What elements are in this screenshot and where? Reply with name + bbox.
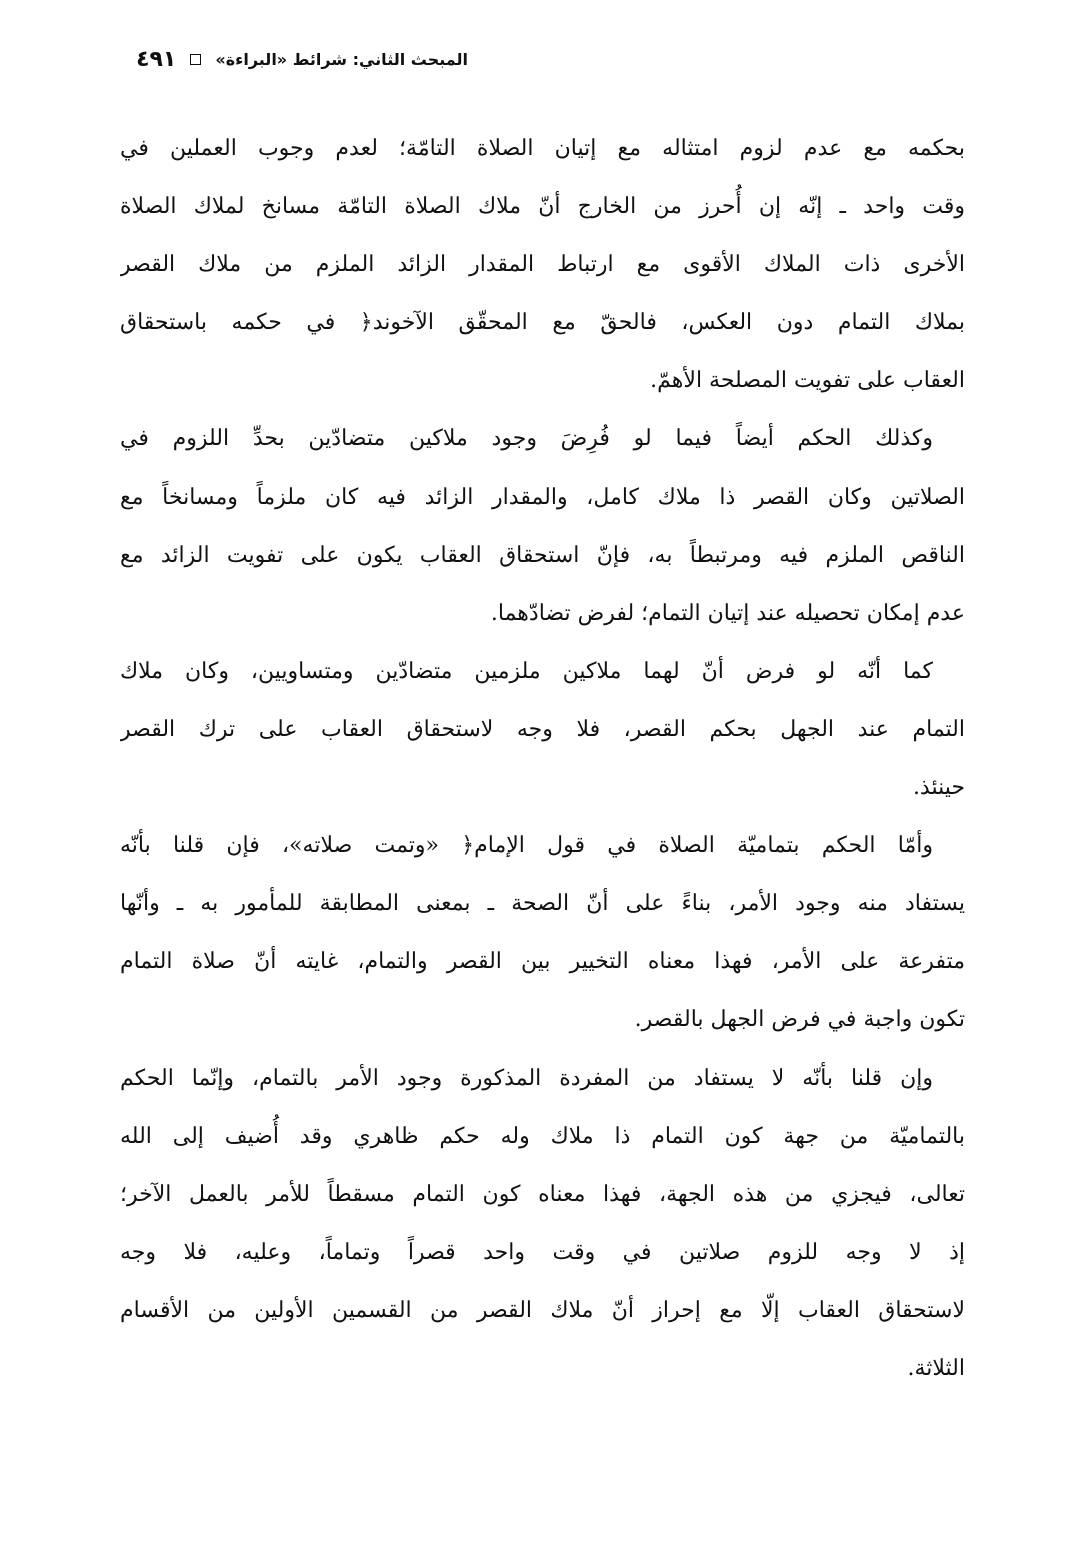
header-separator-box bbox=[190, 54, 201, 65]
text-line: الثلاثة. bbox=[907, 1355, 965, 1381]
text-line: الناقص الملزم فيه ومرتبطاً به، فإنّ استحقاق العقاب يكون على تفويت الزائد مع bbox=[120, 542, 965, 568]
text-line: متفرعة على الأمر، فهذا معناه التخيير بين القصر والتمام، غايته أنّ صلاة التمام bbox=[120, 949, 965, 975]
paragraph-2 bbox=[120, 410, 965, 642]
text-line: العقاب على تفويت المصلحة الأهمّ. bbox=[650, 368, 965, 394]
text-line: وكذلك الحكم أيضاً فيما لو فُرِضَ وجود ملاكين متضادّين بحدِّ اللزوم في bbox=[120, 426, 933, 452]
page-number: ٤٩١ bbox=[136, 46, 177, 72]
text-line: الأخرى ذات الملاك الأقوى مع ارتباط المقدار الزائد الملزم من ملاك القصر bbox=[120, 252, 965, 278]
chapter-title: المبحث الثاني: شرائط «البراءة» bbox=[215, 49, 468, 69]
text-line: بملاك التمام دون العكس، فالحقّ مع المحقّق الآخوند﴿ في حكمه باستحقاق bbox=[120, 310, 965, 336]
body-text bbox=[120, 120, 965, 1398]
paragraph-3 bbox=[120, 643, 965, 817]
text-line: إذ لا وجه للزوم صلاتين في وقت واحد قصراً وتماماً، وعليه، فلا وجه bbox=[120, 1239, 965, 1265]
text-line: الصلاتين وكان القصر ذا ملاك كامل، والمقدار الزائد فيه كان ملزماً ومسانخاً مع bbox=[120, 484, 965, 510]
paragraph-4 bbox=[120, 817, 965, 1049]
text-line: وأمّا الحكم بتماميّة الصلاة في قول الإمام﴿ «وتمت صلاته»، فإن قلنا بأنّه bbox=[120, 833, 933, 859]
text-line: كما أنّه لو فرض أنّ لهما ملاكين ملزمين متضادّين ومتساويين، وكان ملاك bbox=[120, 658, 933, 684]
text-line: عدم إمكان تحصيله عند إتيان التمام؛ لفرض تضادّهما. bbox=[490, 600, 965, 626]
text-line: التمام عند الجهل بحكم القصر، فلا وجه لاستحقاق العقاب على ترك القصر bbox=[120, 716, 965, 742]
paragraph-5 bbox=[120, 1050, 965, 1399]
text-line: حينئذ. bbox=[912, 775, 965, 801]
text-line: وقت واحد ـ إنّه إن أُحرز من الخارج أنّ ملاك الصلاة التامّة مسانخ لملاك الصلاة bbox=[120, 194, 965, 220]
running-header bbox=[118, 42, 468, 76]
paragraph-1 bbox=[120, 120, 965, 410]
text-line: وإن قلنا بأنّه لا يستفاد من المفردة المذكورة وجود الأمر بالتمام، وإنّما الحكم bbox=[120, 1065, 933, 1091]
text-line: يستفاد منه وجود الأمر، بناءً على أنّ الصحة ـ بمعنى المطابقة للمأمور به ـ وأنّها bbox=[120, 891, 965, 917]
text-line: لاستحقاق العقاب إلّا مع إحراز أنّ ملاك القصر من القسمين الأولين من الأقسام bbox=[120, 1297, 965, 1323]
text-line: تكون واجبة في فرض الجهل بالقصر. bbox=[634, 1007, 965, 1033]
text-line: بحكمه مع عدم لزوم امتثاله مع إتيان الصلاة التامّة؛ لعدم وجوب العملين في bbox=[120, 136, 965, 161]
text-line: تعالى، فيجزي من هذه الجهة، فهذا معناه كون التمام مسقطاً للأمر بالعمل الآخر؛ bbox=[120, 1181, 965, 1207]
text-line: بالتماميّة من جهة كون التمام ذا ملاك وله حكم ظاهري وقد أُضيف إلى الله bbox=[120, 1123, 965, 1149]
